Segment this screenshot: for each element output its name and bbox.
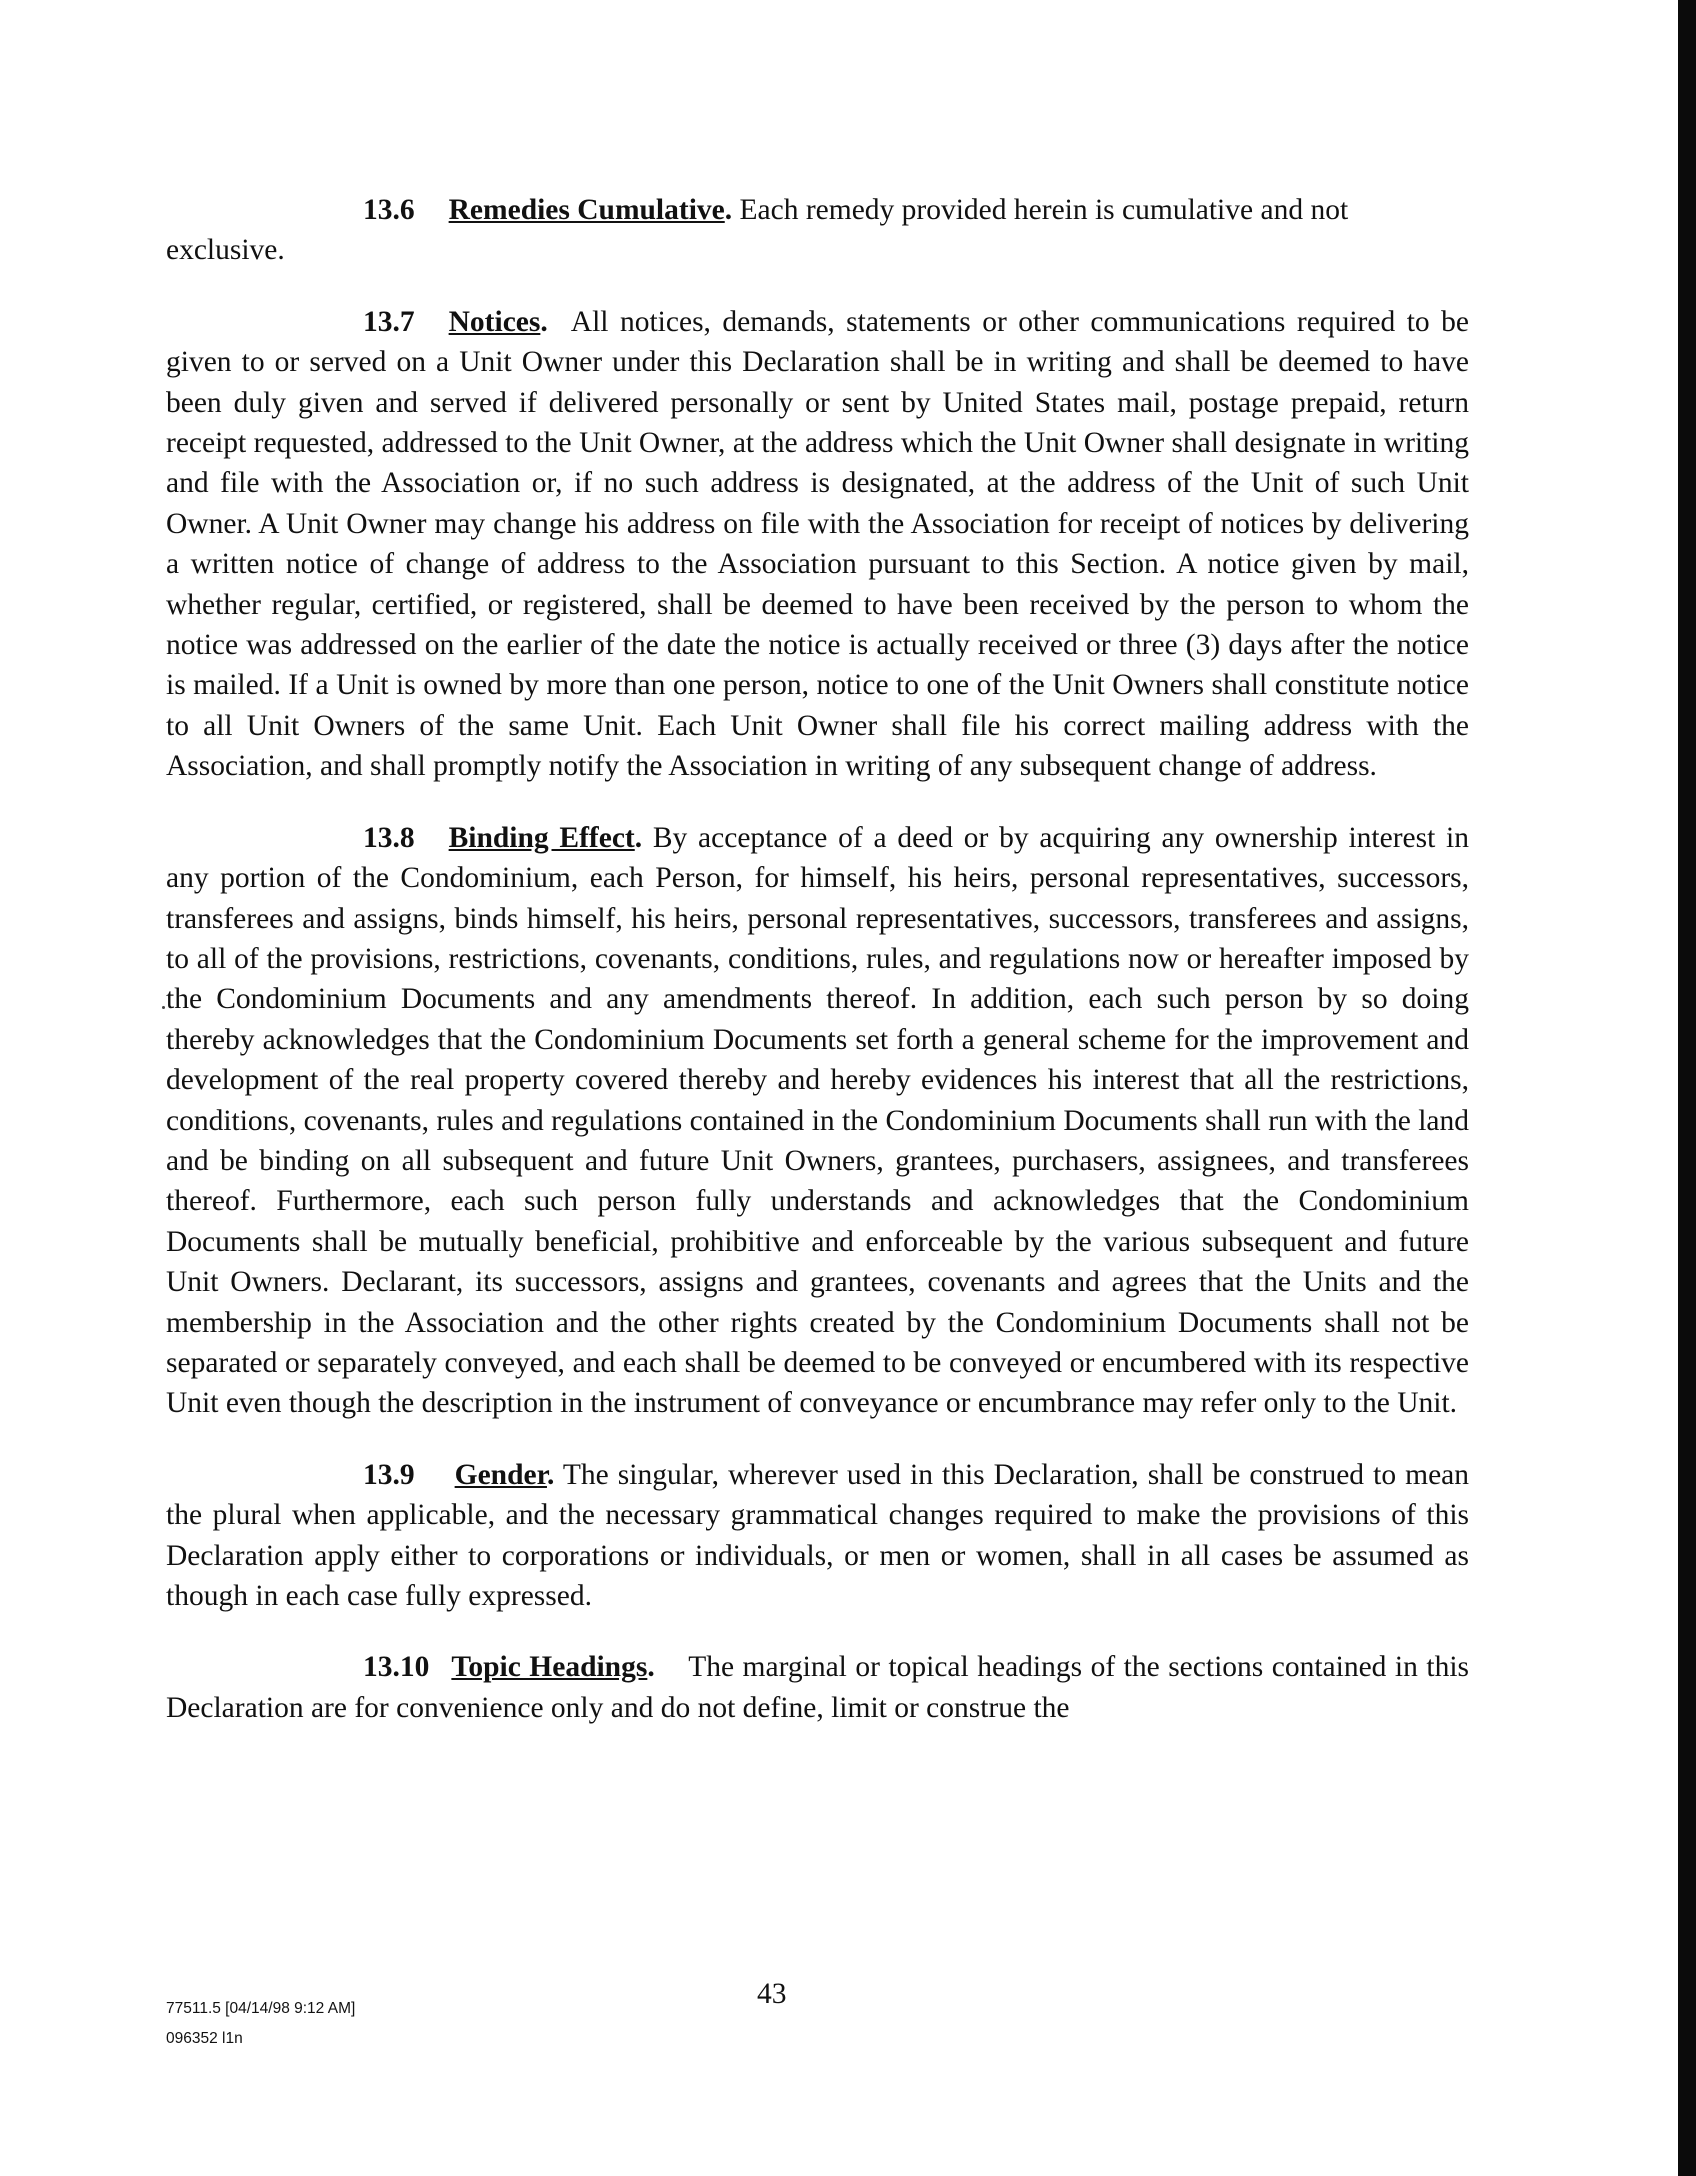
scan-artifact <box>162 1006 165 1009</box>
section-13-10 <box>166 1647 1469 1728</box>
section-body: By acceptance of a deed or by acquiring any ownership interest in any portion of the Condominium, each Person, for himself, his heirs, personal representatives, successors, transferees and assigns, binds himself, his heirs, personal representatives, successors, transferees and assigns, to all of the provisions, restrictions, covenants, conditions, rules, and regulations now or hereafter imposed by the Condominium Documents and any amendments thereof. In addition, each such person by so doing thereby acknowledges that the Condominium Documents set forth a general scheme for the improvement and development of the real property covered thereby and hereby evidences his interest that all the restrictions, conditions, covenants, rules and regulations contained in the Condominium Documents shall run with the land and be binding on all subsequent and future Unit Owners, grantees, purchasers, assignees, and transferees thereof. Furthermore, each such person fully understands and acknowledges that the Condominium Documents shall be mutually beneficial, prohibitive and enforceable by the various subsequent and future Unit Owners. Declarant, its successors, assigns and grantees, covenants and agrees that the Units and the membership in the Association and the other rights created by the Condominium Documents shall not be separated or separately conveyed, and each shall be deemed to be conveyed or encumbered with its respective Unit even though the description in the instrument of conveyance or encumbrance may refer only to the Unit. <box>166 821 1469 1420</box>
section-13-9 <box>166 1455 1469 1617</box>
section-paragraph: 13.9 Gender. The singular, wherever used in this Declaration, shall be construed to mean the plural when applicable, and the necessary grammatical changes required to make the provisions of this Declaration apply either to corporations or individuals, or men or women, shall in all cases be assumed as though in each case fully expressed. <box>166 1458 1470 1612</box>
section-title: Notices <box>448 305 541 338</box>
document-reference: 77511.5 [04/14/98 9:12 AM] <box>166 2000 356 2017</box>
section-number: 13.8 <box>363 821 415 854</box>
section-number: 13.10 <box>363 1651 430 1684</box>
section-number: 13.9 <box>363 1458 415 1491</box>
section-number: 13.6 <box>363 194 415 226</box>
section-number: 13.7 <box>363 305 415 338</box>
section-title: Topic Headings <box>451 1651 648 1684</box>
section-body: The marginal or topical headings of the sections contained in this Declaration are for convenience only and do not define, limit or construe the <box>166 1651 1469 1724</box>
section-paragraph: 13.8 Binding Effect. By acceptance of a deed or by acquiring any ownership interest in any portion of the Condominium, each Person, for himself, his heirs, personal representatives, successors, transferees and assigns, binds himself, his heirs, personal representatives, successors, transferees and assigns, to all of the provisions, restrictions, covenants, conditions, rules, and regulations now or hereafter imposed by the Condominium Documents and any amendments thereof. In addition, each such person by so doing thereby acknowledges that the Condominium Documents set forth a general scheme for the improvement and development of the real property covered thereby and hereby evidences his interest that all the restrictions, conditions, covenants, rules and regulations contained in the Condominium Documents shall run with the land and be binding on all subsequent and future Unit Owners, grantees, purchasers, assignees, and transferees thereof. Furthermore, each such person fully understands and acknowledges that the Condominium Documents shall be mutually beneficial, prohibitive and enforceable by the various subsequent and future Unit Owners. Declarant, its successors, assigns and grantees, covenants and agrees that the Units and the membership in the Association and the other rights created by the Condominium Documents shall not be separated or separately conveyed, and each shall be deemed to be conveyed or encumbered with its respective Unit even though the description in the instrument of conveyance or encumbrance may refer only to the Unit. <box>166 821 1469 1420</box>
document-footer <box>166 1994 355 2054</box>
section-title: Remedies Cumulative <box>448 194 725 226</box>
section-13-7 <box>166 302 1469 787</box>
scan-border <box>1678 0 1696 2176</box>
section-body: The singular, wherever used in this Declaration, shall be construed to mean the plural when applicable, and the necessary grammatical changes required to make the provisions of this Declaration apply either to corporations or individuals, or men or women, shall in all cases be assumed as though in each case fully expressed. <box>166 1458 1470 1612</box>
section-paragraph: 13.10 Topic Headings. The marginal or topical headings of the sections contained in this Declaration are for convenience only and do not define, limit or construe the <box>166 1651 1469 1724</box>
section-body: Each remedy provided herein is cumulative and not exclusive. <box>166 194 1349 267</box>
section-paragraph: 13.6 Remedies Cumulative. Each remedy provided herein is cumulative and not exclusive. <box>166 194 1349 267</box>
document-page <box>166 190 1469 1759</box>
section-13-6 <box>166 190 1469 271</box>
page-number: 43 <box>757 1978 787 2010</box>
section-body: All notices, demands, statements or other communications required to be given to or served on a Unit Owner under this Declaration shall be in writing and shall be deemed to have been duly given and served if delivered personally or sent by United States mail, postage prepaid, return receipt requested, addressed to the Unit Owner, at the address which the Unit Owner shall designate in writing and file with the Association or, if no such address is designated, at the address of the Unit of such Unit Owner. A Unit Owner may change his address on file with the Association for receipt of notices by delivering a written notice of change of address to the Association pursuant to this Section. A notice given by mail, whether regular, certified, or registered, shall be deemed to have been received by the person to whom the notice was addressed on the earlier of the date the notice is actually received or three (3) days after the notice is mailed. If a Unit is owned by more than one person, notice to one of the Unit Owners shall constitute notice to all Unit Owners of the same Unit. Each Unit Owner shall file his correct mailing address with the Association, and shall promptly notify the Association in writing of any subsequent change of address. <box>166 305 1469 783</box>
section-title: Gender <box>454 1458 547 1491</box>
section-paragraph: 13.7 Notices. All notices, demands, statements or other communications required to be given to or served on a Unit Owner under this Declaration shall be in writing and shall be deemed to have been duly given and served if delivered personally or sent by United States mail, postage prepaid, return receipt requested, addressed to the Unit Owner, at the address which the Unit Owner shall designate in writing and file with the Association or, if no such address is designated, at the address of the Unit of such Unit Owner. A Unit Owner may change his address on file with the Association for receipt of notices by delivering a written notice of change of address to the Association pursuant to this Section. A notice given by mail, whether regular, certified, or registered, shall be deemed to have been received by the person to whom the notice was addressed on the earlier of the date the notice is actually received or three (3) days after the notice is mailed. If a Unit is owned by more than one person, notice to one of the Unit Owners shall constitute notice to all Unit Owners of the same Unit. Each Unit Owner shall file his correct mailing address with the Association, and shall promptly notify the Association in writing of any subsequent change of address. <box>166 305 1469 783</box>
section-title: Binding Effect <box>448 821 635 854</box>
file-reference: 096352 l1n <box>166 2030 243 2047</box>
section-13-8 <box>166 818 1469 1424</box>
